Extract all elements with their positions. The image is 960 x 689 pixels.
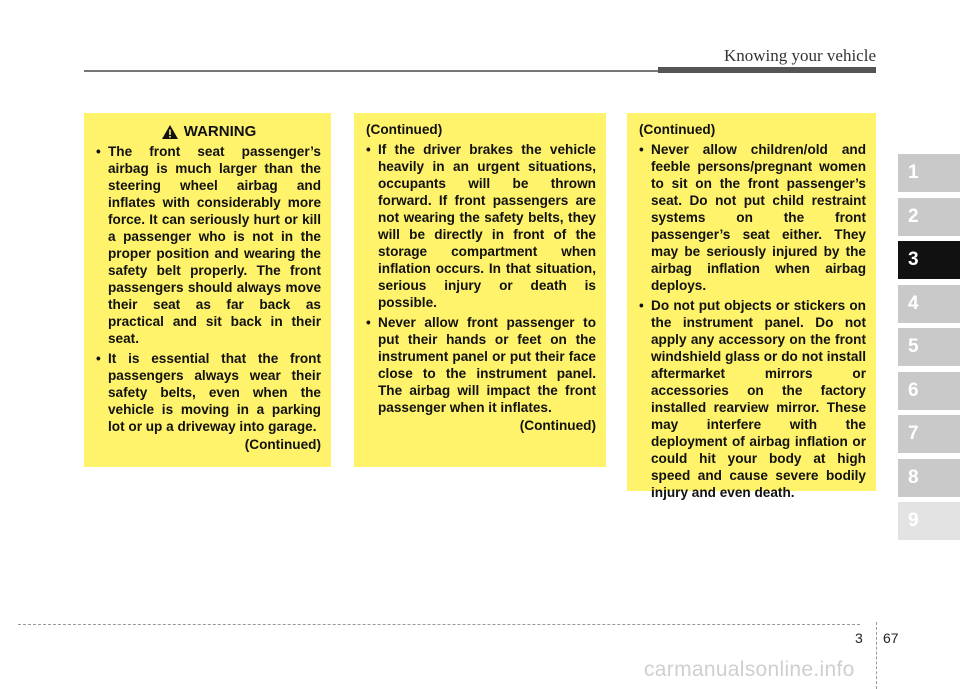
bullet-text: It is essential that the front passengers always wear their safety belts, even when the vehicle is moving in a parking lot or up a driveway into garage. (108, 351, 321, 434)
warning-triangle-icon (161, 124, 179, 140)
chapter-tab-2[interactable]: 2 (898, 198, 960, 236)
header-rule-thick (658, 67, 876, 73)
bullet-dot: • (96, 351, 101, 366)
warning-bullet (366, 141, 596, 311)
bullet-dot: • (96, 144, 101, 159)
continued-heading: (Continued) (366, 122, 443, 137)
continued-label: (Continued) (244, 437, 321, 452)
bullet-dot: • (366, 315, 371, 330)
chapter-tab-5[interactable]: 5 (898, 328, 960, 366)
bullet-text: The front seat passenger’s airbag is much larger than the steering wheel airbag and inflates with considerably more force. It can seriously hurt or kill a passenger who is not in the proper position and wearing the safety belt properly. The front passengers should always move their seat as far back as practical and sit back in their seat. (108, 144, 321, 346)
header-rule (84, 70, 658, 72)
chapter-tabs (898, 154, 960, 546)
chapter-tab-7[interactable]: 7 (898, 415, 960, 453)
chapter-tab-8[interactable]: 8 (898, 459, 960, 497)
chapter-tab-6[interactable]: 6 (898, 372, 960, 410)
bullet-text: If the driver brakes the vehicle heavily in an urgent situations, occupants will be thrown forward. If front passengers are not wearing the safety belts, they will be directly in front of the storage compartment when inflation occurs. In that situation, serious injury or death is possible. (378, 142, 596, 310)
bullet-text: Never allow children/old and feeble persons/pregnant women to sit on the front passenger’s seat. Do not put child restraint systems on the front passenger’s seat either. They may be seriously injured by the airbag inflation when airbag deploys. (651, 142, 866, 293)
bullet-text: Never allow front passenger to put their hands or feet on the instrument panel or put their face close to the instrument panel. The airbag will impact the front passenger when it inflates. (378, 315, 596, 415)
bullet-text: Do not put objects or stickers on the instrument panel. Do not apply any accessory on the front windshield glass or do not install aftermarket mirrors or accessories on the factory installed rearview mirror. These may interfere with the deployment of airbag inflation or could hit your body at high speed and cause severe bodily injury and even death. (651, 298, 866, 500)
warning-panel (84, 113, 331, 467)
footer-rule (18, 624, 860, 625)
warning-heading (96, 123, 321, 140)
continued-panel-final (627, 113, 876, 500)
chapter-tab-3[interactable]: 3 (898, 241, 960, 279)
footer-divider (876, 622, 877, 689)
continued-panel (354, 113, 606, 467)
header-title: Knowing your vehicle (723, 46, 876, 65)
warning-bullet (96, 143, 321, 347)
warning-bullet (96, 350, 321, 435)
bullet-dot: • (639, 298, 644, 313)
chapter-tab-4[interactable]: 4 (898, 285, 960, 323)
continued-label: (Continued) (519, 418, 596, 433)
continued-heading: (Continued) (639, 122, 716, 137)
page-number: 67 (883, 630, 899, 646)
warning-bullet (366, 314, 596, 416)
page-chapter-number: 3 (855, 630, 863, 646)
chapter-tab-1[interactable]: 1 (898, 154, 960, 192)
watermark: carmanualsonline.info (644, 658, 855, 681)
warning-label: WARNING (183, 123, 257, 140)
chapter-tab-9[interactable]: 9 (898, 502, 960, 540)
warning-bullet (639, 297, 866, 501)
warning-bullet (639, 141, 866, 294)
bullet-dot: • (639, 142, 644, 157)
bullet-dot: • (366, 142, 371, 157)
